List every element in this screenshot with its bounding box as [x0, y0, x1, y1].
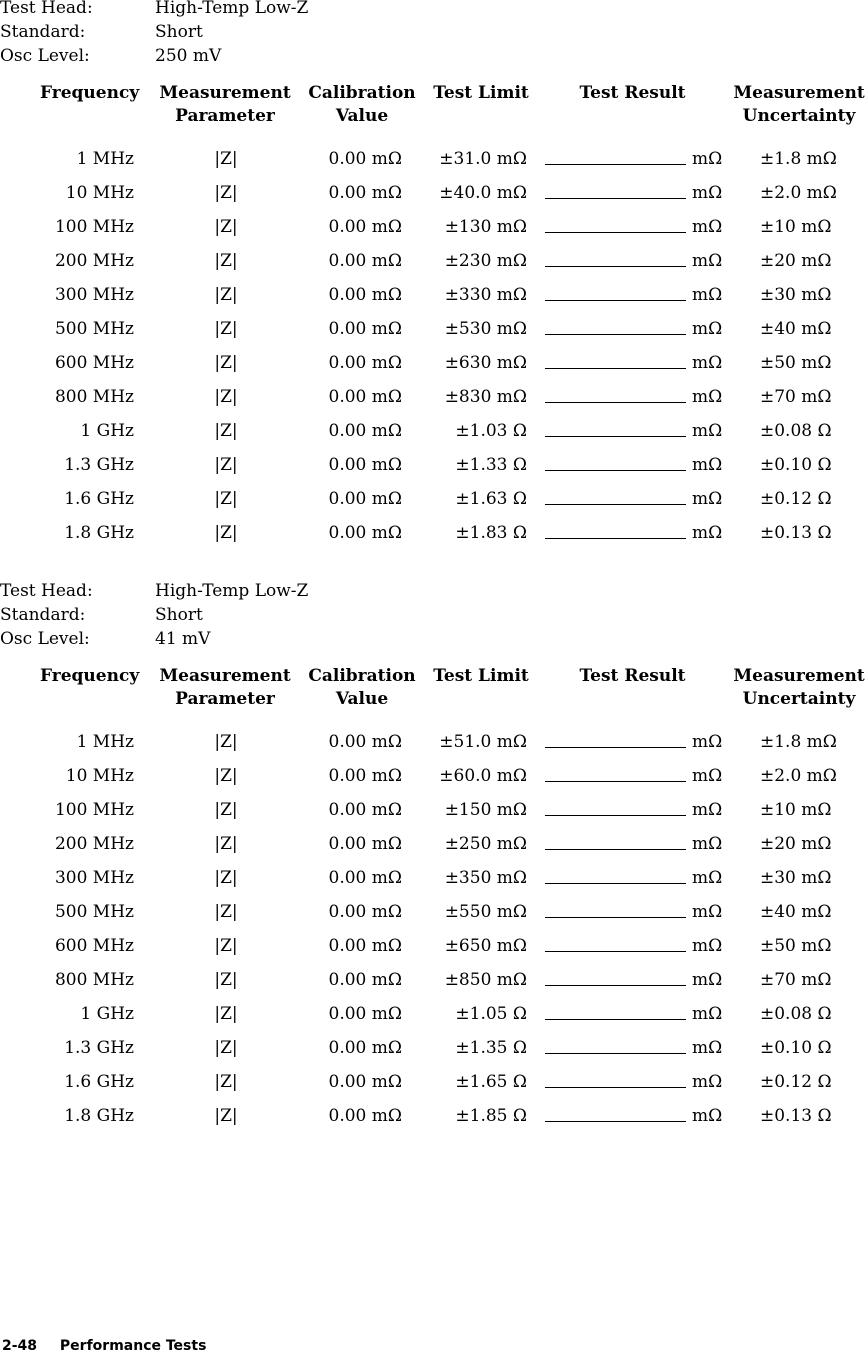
header-measurement-uncertainty [730, 82, 868, 128]
table-row [0, 1099, 868, 1133]
table-row [0, 827, 868, 861]
table-row [0, 1031, 868, 1065]
test-result-unit: mΩ [692, 732, 723, 752]
standard-label: Standard: [0, 22, 86, 42]
test-result-unit: mΩ [692, 800, 723, 820]
frequency-cell: 1 GHz [80, 1004, 134, 1024]
table-row [0, 142, 868, 176]
parameter-cell: |Z| [214, 285, 238, 305]
calibration-value-cell: 0.00 mΩ [328, 421, 402, 441]
osc-level-value: 41 mV [155, 629, 211, 649]
test-result-blank[interactable] [545, 300, 686, 301]
test-limit-cell: ±350 mΩ [444, 868, 527, 888]
test-result-unit: mΩ [692, 251, 723, 271]
uncertainty-cell: ±0.10 Ω [760, 455, 832, 475]
parameter-cell: |Z| [214, 1106, 238, 1126]
uncertainty-cell: ±30 mΩ [760, 285, 832, 305]
table-row [0, 176, 868, 210]
uncertainty-cell: ±1.8 mΩ [760, 732, 837, 752]
header-calibration-value [302, 665, 422, 711]
header-cal-line2: Value [335, 106, 389, 126]
header-unc-line1: Measurement [733, 666, 865, 686]
test-head-label: Test Head: [0, 581, 93, 601]
test-head-value: High-Temp Low-Z [155, 581, 309, 601]
test-result-blank[interactable] [545, 198, 686, 199]
test-result-unit: mΩ [692, 970, 723, 990]
frequency-cell: 1.3 GHz [64, 1038, 134, 1058]
standard-row [0, 603, 868, 627]
table-row [0, 482, 868, 516]
table-row [0, 414, 868, 448]
calibration-value-cell: 0.00 mΩ [328, 217, 402, 237]
header-cal-line2: Value [335, 689, 389, 709]
chapter-title: Performance Tests [59, 1338, 207, 1354]
header-param-line2: Parameter [175, 106, 275, 126]
test-result-unit: mΩ [692, 1072, 723, 1092]
test-result-blank[interactable] [545, 504, 686, 505]
test-result-blank[interactable] [545, 883, 686, 884]
parameter-cell: |Z| [214, 970, 238, 990]
header-result-text: Test Result [579, 83, 686, 103]
standard-row [0, 20, 868, 44]
test-head-row [0, 579, 868, 603]
test-limit-cell: ±1.63 Ω [455, 489, 527, 509]
header-param-line2: Parameter [175, 689, 275, 709]
uncertainty-cell: ±70 mΩ [760, 387, 832, 407]
test-result-unit: mΩ [692, 868, 723, 888]
table-row [0, 278, 868, 312]
uncertainty-cell: ±70 mΩ [760, 970, 832, 990]
header-unc-line2: Uncertainty [742, 106, 856, 126]
test-result-blank[interactable] [545, 1019, 686, 1020]
test-result-unit: mΩ [692, 523, 723, 543]
frequency-cell: 100 MHz [54, 800, 134, 820]
uncertainty-cell: ±0.12 Ω [760, 489, 832, 509]
parameter-cell: |Z| [214, 868, 238, 888]
header-test-result [560, 665, 705, 688]
test-result-blank[interactable] [545, 1121, 686, 1122]
table-row [0, 244, 868, 278]
test-result-blank[interactable] [545, 266, 686, 267]
test-result-unit: mΩ [692, 387, 723, 407]
frequency-cell: 1.8 GHz [64, 1106, 134, 1126]
parameter-cell: |Z| [214, 766, 238, 786]
header-limit-text: Test Limit [433, 666, 529, 686]
osc-level-label: Osc Level: [0, 46, 90, 66]
frequency-cell: 500 MHz [54, 319, 134, 339]
uncertainty-cell: ±0.12 Ω [760, 1072, 832, 1092]
calibration-value-cell: 0.00 mΩ [328, 489, 402, 509]
uncertainty-cell: ±0.13 Ω [760, 1106, 832, 1126]
test-result-unit: mΩ [692, 285, 723, 305]
test-result-blank[interactable] [545, 402, 686, 403]
calibration-value-cell: 0.00 mΩ [328, 183, 402, 203]
test-result-unit: mΩ [692, 455, 723, 475]
test-result-unit: mΩ [692, 902, 723, 922]
test-limit-cell: ±150 mΩ [444, 800, 527, 820]
test-result-blank[interactable] [545, 747, 686, 748]
test-result-blank[interactable] [545, 470, 686, 471]
table-body [0, 725, 868, 1133]
uncertainty-cell: ±30 mΩ [760, 868, 832, 888]
parameter-cell: |Z| [214, 936, 238, 956]
test-limit-cell: ±1.35 Ω [455, 1038, 527, 1058]
test-limit-cell: ±51.0 mΩ [439, 732, 527, 752]
parameter-cell: |Z| [214, 353, 238, 373]
header-unc-line1: Measurement [733, 83, 865, 103]
calibration-value-cell: 0.00 mΩ [328, 766, 402, 786]
test-result-unit: mΩ [692, 1106, 723, 1126]
frequency-cell: 300 MHz [54, 285, 134, 305]
test-conditions [0, 0, 868, 68]
uncertainty-cell: ±0.10 Ω [760, 1038, 832, 1058]
frequency-cell: 1.3 GHz [64, 455, 134, 475]
header-cal-line1: Calibration [308, 83, 416, 103]
calibration-value-cell: 0.00 mΩ [328, 970, 402, 990]
parameter-cell: |Z| [214, 834, 238, 854]
calibration-value-cell: 0.00 mΩ [328, 902, 402, 922]
parameter-cell: |Z| [214, 732, 238, 752]
test-limit-cell: ±330 mΩ [444, 285, 527, 305]
calibration-value-cell: 0.00 mΩ [328, 149, 402, 169]
test-result-unit: mΩ [692, 834, 723, 854]
table-body [0, 142, 868, 550]
test-limit-cell: ±230 mΩ [444, 251, 527, 271]
table-row [0, 759, 868, 793]
uncertainty-cell: ±40 mΩ [760, 319, 832, 339]
frequency-cell: 1 MHz [76, 732, 134, 752]
test-result-unit: mΩ [692, 183, 723, 203]
header-frequency-text: Frequency [40, 666, 140, 686]
table-row [0, 963, 868, 997]
test-result-blank[interactable] [545, 436, 686, 437]
test-limit-cell: ±1.83 Ω [455, 523, 527, 543]
test-result-blank[interactable] [545, 538, 686, 539]
test-result-blank[interactable] [545, 815, 686, 816]
calibration-value-cell: 0.00 mΩ [328, 1106, 402, 1126]
header-frequency-text: Frequency [40, 83, 140, 103]
frequency-cell: 10 MHz [65, 766, 134, 786]
standard-value: Short [155, 605, 203, 625]
test-result-blank[interactable] [545, 334, 686, 335]
uncertainty-cell: ±0.08 Ω [760, 421, 832, 441]
header-measurement-parameter [155, 665, 295, 711]
osc-level-row [0, 627, 868, 651]
test-result-blank[interactable] [545, 781, 686, 782]
test-limit-cell: ±830 mΩ [444, 387, 527, 407]
header-measurement-uncertainty [730, 665, 868, 711]
frequency-cell: 800 MHz [54, 387, 134, 407]
uncertainty-cell: ±50 mΩ [760, 936, 832, 956]
test-conditions [0, 579, 868, 651]
test-result-blank[interactable] [545, 1087, 686, 1088]
osc-level-value: 250 mV [155, 46, 222, 66]
table-row [0, 929, 868, 963]
parameter-cell: |Z| [214, 421, 238, 441]
test-result-blank[interactable] [545, 985, 686, 986]
parameter-cell: |Z| [214, 1072, 238, 1092]
header-limit-text: Test Limit [433, 83, 529, 103]
frequency-cell: 300 MHz [54, 868, 134, 888]
parameter-cell: |Z| [214, 523, 238, 543]
test-limit-cell: ±1.05 Ω [455, 1004, 527, 1024]
standard-value: Short [155, 22, 203, 42]
uncertainty-cell: ±10 mΩ [760, 800, 832, 820]
table-row [0, 312, 868, 346]
header-test-limit [428, 665, 534, 688]
test-limit-cell: ±1.85 Ω [455, 1106, 527, 1126]
parameter-cell: |Z| [214, 319, 238, 339]
table-row [0, 346, 868, 380]
parameter-cell: |Z| [214, 800, 238, 820]
uncertainty-cell: ±20 mΩ [760, 834, 832, 854]
test-limit-cell: ±60.0 mΩ [439, 766, 527, 786]
header-param-line1: Measurement [159, 666, 291, 686]
calibration-value-cell: 0.00 mΩ [328, 1072, 402, 1092]
table-row [0, 861, 868, 895]
test-result-unit: mΩ [692, 936, 723, 956]
calibration-value-cell: 0.00 mΩ [328, 936, 402, 956]
header-cal-line1: Calibration [308, 666, 416, 686]
test-limit-cell: ±650 mΩ [444, 936, 527, 956]
uncertainty-cell: ±10 mΩ [760, 217, 832, 237]
table-row [0, 895, 868, 929]
test-limit-cell: ±550 mΩ [444, 902, 527, 922]
table-header [0, 665, 868, 725]
parameter-cell: |Z| [214, 183, 238, 203]
calibration-value-cell: 0.00 mΩ [328, 353, 402, 373]
calibration-value-cell: 0.00 mΩ [328, 387, 402, 407]
uncertainty-cell: ±40 mΩ [760, 902, 832, 922]
test-result-unit: mΩ [692, 421, 723, 441]
uncertainty-cell: ±20 mΩ [760, 251, 832, 271]
parameter-cell: |Z| [214, 1004, 238, 1024]
test-result-blank[interactable] [545, 1053, 686, 1054]
uncertainty-cell: ±1.8 mΩ [760, 149, 837, 169]
uncertainty-cell: ±50 mΩ [760, 353, 832, 373]
test-result-blank[interactable] [545, 368, 686, 369]
test-limit-cell: ±40.0 mΩ [439, 183, 527, 203]
frequency-cell: 200 MHz [54, 834, 134, 854]
calibration-value-cell: 0.00 mΩ [328, 455, 402, 475]
osc-level-row [0, 44, 868, 68]
frequency-cell: 100 MHz [54, 217, 134, 237]
table-row [0, 380, 868, 414]
frequency-cell: 1.6 GHz [64, 1072, 134, 1092]
uncertainty-cell: ±2.0 mΩ [760, 183, 837, 203]
parameter-cell: |Z| [214, 251, 238, 271]
header-unc-line2: Uncertainty [742, 689, 856, 709]
test-limit-cell: ±530 mΩ [444, 319, 527, 339]
test-result-unit: mΩ [692, 1004, 723, 1024]
table-row [0, 516, 868, 550]
parameter-cell: |Z| [214, 217, 238, 237]
test-limit-cell: ±630 mΩ [444, 353, 527, 373]
table-header [0, 82, 868, 142]
header-frequency [40, 665, 150, 688]
parameter-cell: |Z| [214, 387, 238, 407]
test-result-unit: mΩ [692, 217, 723, 237]
frequency-cell: 600 MHz [54, 353, 134, 373]
test-result-blank[interactable] [545, 232, 686, 233]
test-head-value: High-Temp Low-Z [155, 0, 309, 18]
uncertainty-cell: ±2.0 mΩ [760, 766, 837, 786]
frequency-cell: 500 MHz [54, 902, 134, 922]
frequency-cell: 600 MHz [54, 936, 134, 956]
uncertainty-cell: ±0.08 Ω [760, 1004, 832, 1024]
header-test-result [560, 82, 705, 105]
osc-level-label: Osc Level: [0, 629, 90, 649]
table-row [0, 793, 868, 827]
calibration-value-cell: 0.00 mΩ [328, 319, 402, 339]
frequency-cell: 1 MHz [76, 149, 134, 169]
calibration-value-cell: 0.00 mΩ [328, 285, 402, 305]
test-limit-cell: ±850 mΩ [444, 970, 527, 990]
table-row [0, 448, 868, 482]
test-limit-cell: ±1.33 Ω [455, 455, 527, 475]
calibration-value-cell: 0.00 mΩ [328, 1038, 402, 1058]
standard-label: Standard: [0, 605, 86, 625]
frequency-cell: 1.6 GHz [64, 489, 134, 509]
parameter-cell: |Z| [214, 149, 238, 169]
table-row [0, 725, 868, 759]
test-result-unit: mΩ [692, 149, 723, 169]
header-calibration-value [302, 82, 422, 128]
calibration-value-cell: 0.00 mΩ [328, 834, 402, 854]
test-limit-cell: ±1.65 Ω [455, 1072, 527, 1092]
frequency-cell: 1.8 GHz [64, 523, 134, 543]
test-result-blank[interactable] [545, 164, 686, 165]
parameter-cell: |Z| [214, 489, 238, 509]
test-result-unit: mΩ [692, 489, 723, 509]
calibration-value-cell: 0.00 mΩ [328, 251, 402, 271]
test-result-blank[interactable] [545, 951, 686, 952]
uncertainty-cell: ±0.13 Ω [760, 523, 832, 543]
calibration-value-cell: 0.00 mΩ [328, 732, 402, 752]
frequency-cell: 10 MHz [65, 183, 134, 203]
page-number: 2-48 [2, 1338, 38, 1354]
table-row [0, 210, 868, 244]
parameter-cell: |Z| [214, 902, 238, 922]
test-limit-cell: ±250 mΩ [444, 834, 527, 854]
test-head-row [0, 0, 868, 20]
calibration-value-cell: 0.00 mΩ [328, 523, 402, 543]
frequency-cell: 200 MHz [54, 251, 134, 271]
parameter-cell: |Z| [214, 1038, 238, 1058]
frequency-cell: 800 MHz [54, 970, 134, 990]
frequency-cell: 1 GHz [80, 421, 134, 441]
header-frequency [40, 82, 150, 105]
calibration-value-cell: 0.00 mΩ [328, 800, 402, 820]
calibration-value-cell: 0.00 mΩ [328, 1004, 402, 1024]
table-row [0, 1065, 868, 1099]
calibration-value-cell: 0.00 mΩ [328, 868, 402, 888]
header-param-line1: Measurement [159, 83, 291, 103]
parameter-cell: |Z| [214, 455, 238, 475]
header-result-text: Test Result [579, 666, 686, 686]
test-result-blank[interactable] [545, 917, 686, 918]
test-result-blank[interactable] [545, 849, 686, 850]
test-limit-cell: ±130 mΩ [444, 217, 527, 237]
header-test-limit [428, 82, 534, 105]
test-result-unit: mΩ [692, 353, 723, 373]
page-footer [2, 1336, 206, 1356]
test-limit-cell: ±1.03 Ω [455, 421, 527, 441]
test-result-unit: mΩ [692, 1038, 723, 1058]
test-limit-cell: ±31.0 mΩ [439, 149, 527, 169]
table-row [0, 997, 868, 1031]
test-head-label: Test Head: [0, 0, 93, 18]
test-section-1 [0, 0, 868, 550]
test-result-unit: mΩ [692, 766, 723, 786]
test-section-2 [0, 579, 868, 1133]
header-measurement-parameter [155, 82, 295, 128]
test-result-unit: mΩ [692, 319, 723, 339]
